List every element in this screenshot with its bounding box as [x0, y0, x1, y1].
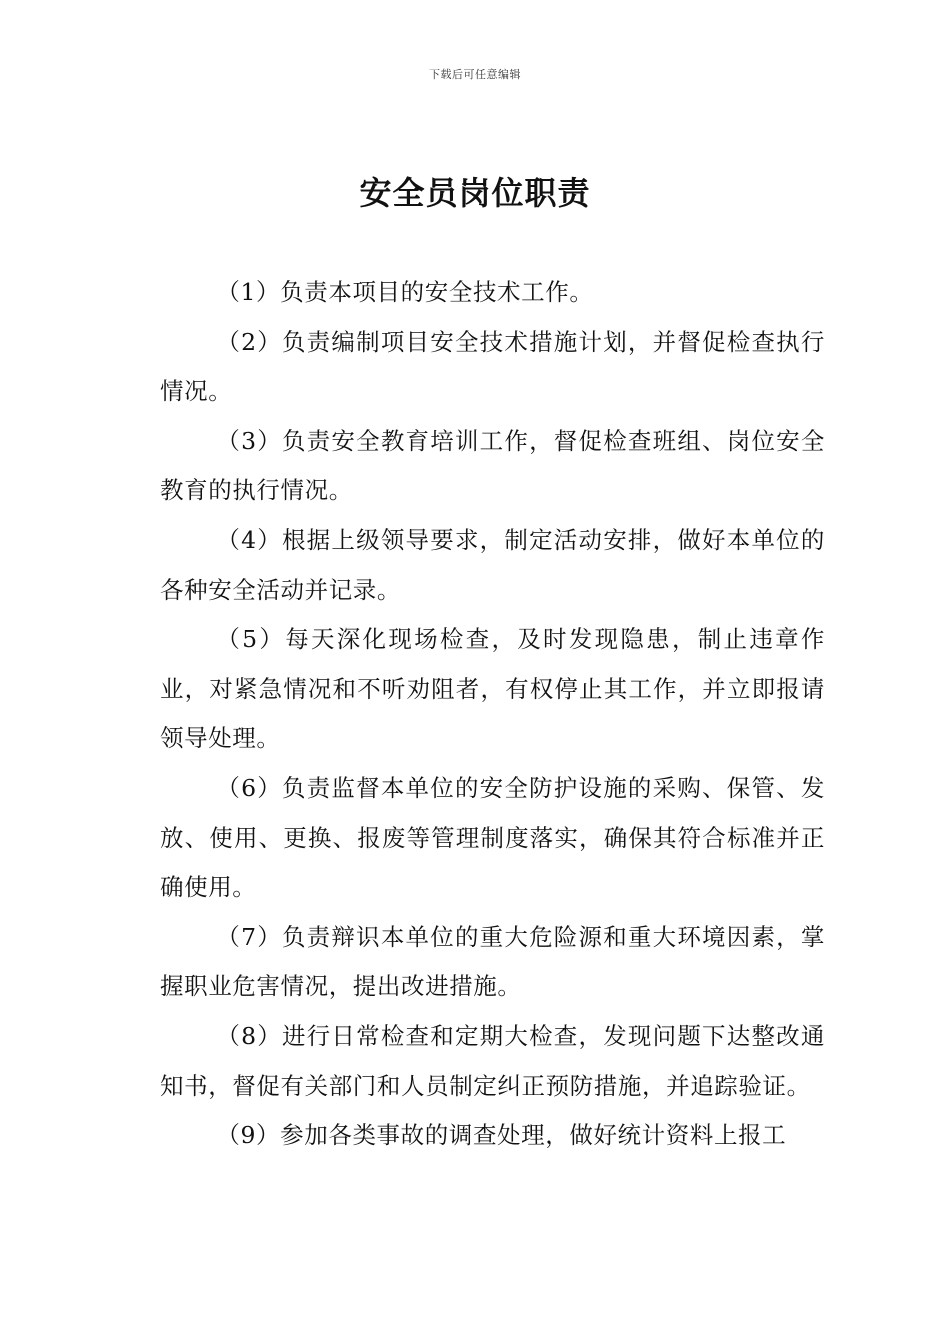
document-body	[160, 268, 825, 1161]
paragraph-3: （3）负责安全教育培训工作，督促检查班组、岗位安全教育的执行情况。	[160, 426, 825, 505]
paragraph-1: （1）负责本项目的安全技术工作。	[216, 278, 594, 306]
document-title: 安全员岗位职责	[359, 174, 591, 212]
paragraph-9: （9）参加各类事故的调查处理，做好统计资料上报工	[216, 1121, 787, 1150]
paragraph-6: （6）负责监督本单位的安全防护设施的采购、保管、发放、使用、更换、报废等管理制度落实，确保其符合标准并正确使用。	[160, 773, 825, 902]
header-note: 下载后可任意编辑	[429, 68, 521, 81]
paragraph-8: （8）进行日常检查和定期大检查，发现问题下达整改通知书，督促有关部门和人员制定纠正预防措施，并追踪验证。	[160, 1021, 825, 1100]
paragraph-2: （2）负责编制项目安全技术措施计划，并督促检查执行情况。	[160, 327, 825, 406]
paragraph-4: （4）根据上级领导要求，制定活动安排，做好本单位的各种安全活动并记录。	[160, 525, 825, 604]
paragraph-5: （5）每天深化现场检查，及时发现隐患，制止违章作业，对紧急情况和不听劝阻者，有权停止其工作，并立即报请领导处理。	[160, 625, 825, 753]
paragraph-7: （7）负责辩识本单位的重大危险源和重大环境因素，掌握职业危害情况，提出改进措施。	[160, 922, 825, 1001]
